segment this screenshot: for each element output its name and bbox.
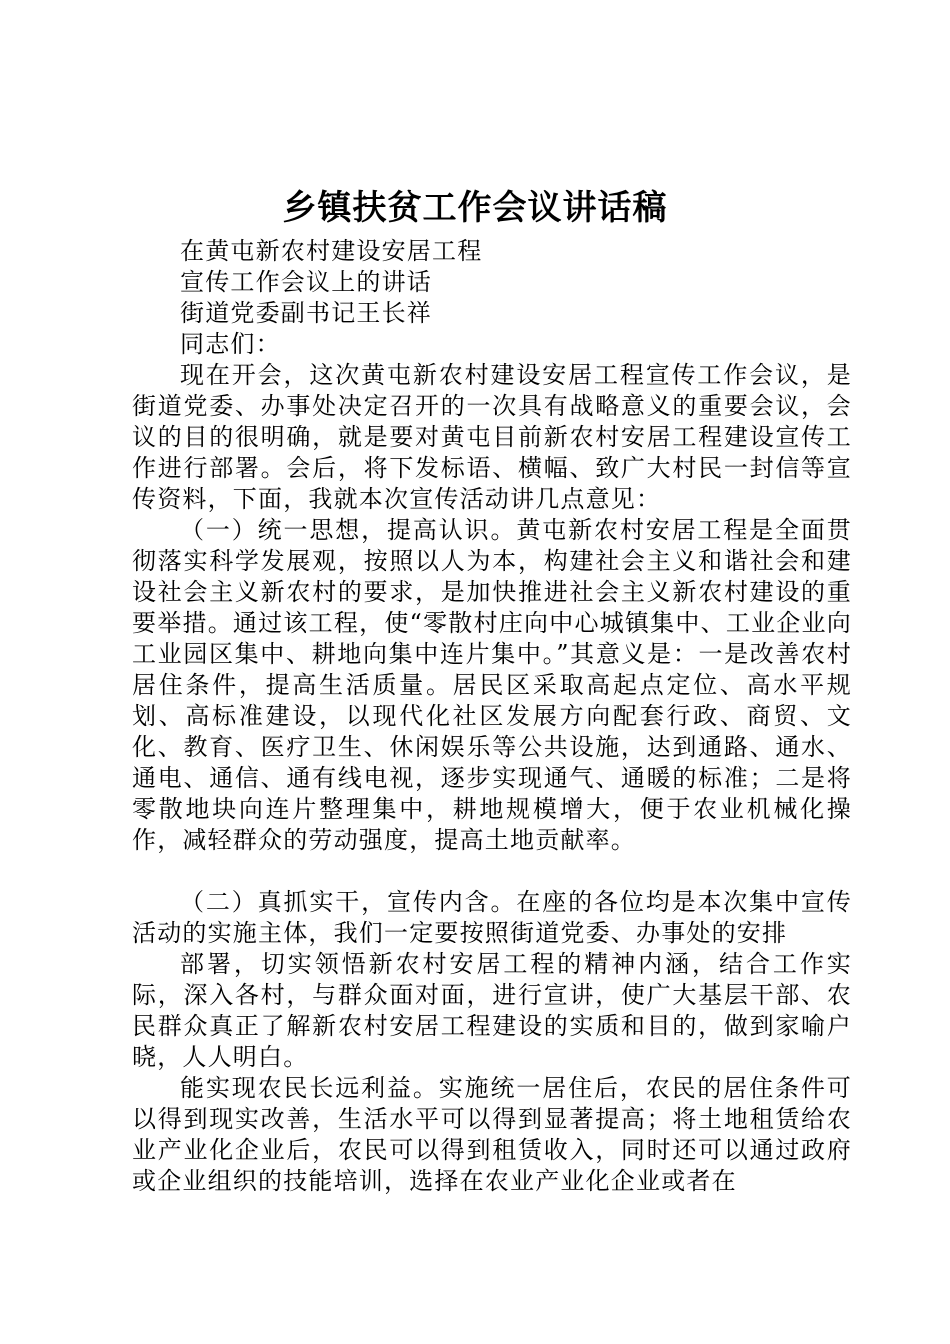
heading-line-2: 宣传工作会议上的讲话 <box>180 268 432 296</box>
paragraph-benefits: 能实现农民长远利益。实施统一居住后，农民的居住条件可以得到现实改善，生活水平可以得到显著提高；将土地租赁给农业产业化企业后，农民可以得到租赁收入，同时还可以通过政府或企业组织的技能培训，选择在农业产业化企业或者在 <box>132 1074 852 1195</box>
paragraph-section-2-cont: 部署，切实领悟新农村安居工程的精神内涵，结合工作实际，深入各村，与群众面对面，进行宣讲，使广大基层干部、农民群众真正了解新农村安居工程建设的实质和目的，做到家喻户晓，人人明白。 <box>132 950 852 1071</box>
document-body <box>132 236 852 1197</box>
paragraph-section-1: （一）统一思想，提高认识。黄屯新农村安居工程是全面贯彻落实科学发展观，按照以人为本，构建社会主义和谐社会和建设社会主义新农村的要求，是加快推进社会主义新农村建设的重要举措。通过该工程，使“零散村庄向中心城镇集中、工业企业向工业园区集中、耕地向集中连片集中。”其意义是：一是改善农村居住条件，提高生活质量。居民区采取高起点定位、高水平规划、高标准建设，以现代化社区发展方向配套行政、商贸、文化、教育、医疗卫生、休闲娱乐等公共设施，达到通路、通水、通电、通信、通有线电视，逐步实现通气、通暖的标准；二是将零散地块向连片整理集中，耕地规模增大，便于农业机械化操作，减轻群众的劳动强度，提高土地贡献率。 <box>132 516 852 854</box>
paragraph-section-2: （二）真抓实干，宣传内含。在座的各位均是本次集中宣传活动的实施主体，我们一定要按照街道党委、办事处的安排 <box>132 888 852 947</box>
paragraph-intro: 现在开会，这次黄屯新农村建设安居工程宣传工作会议，是街道党委、办事处决定召开的一次具有战略意义的重要会议，会议的目的很明确，就是要对黄屯目前新农村安居工程建设宣传工作进行部署。会后，将下发标语、横幅、致广大村民一封信等宣传资料，下面，我就本次宣传活动讲几点意见： <box>132 361 852 513</box>
speaker-line: 街道党委副书记王长祥 <box>180 299 432 327</box>
paragraph-gap <box>132 856 852 887</box>
document-title: 乡镇扶贫工作会议讲话稿 <box>282 188 668 228</box>
salutation: 同志们： <box>180 330 281 358</box>
heading-line-1: 在黄屯新农村建设安居工程 <box>180 237 483 265</box>
